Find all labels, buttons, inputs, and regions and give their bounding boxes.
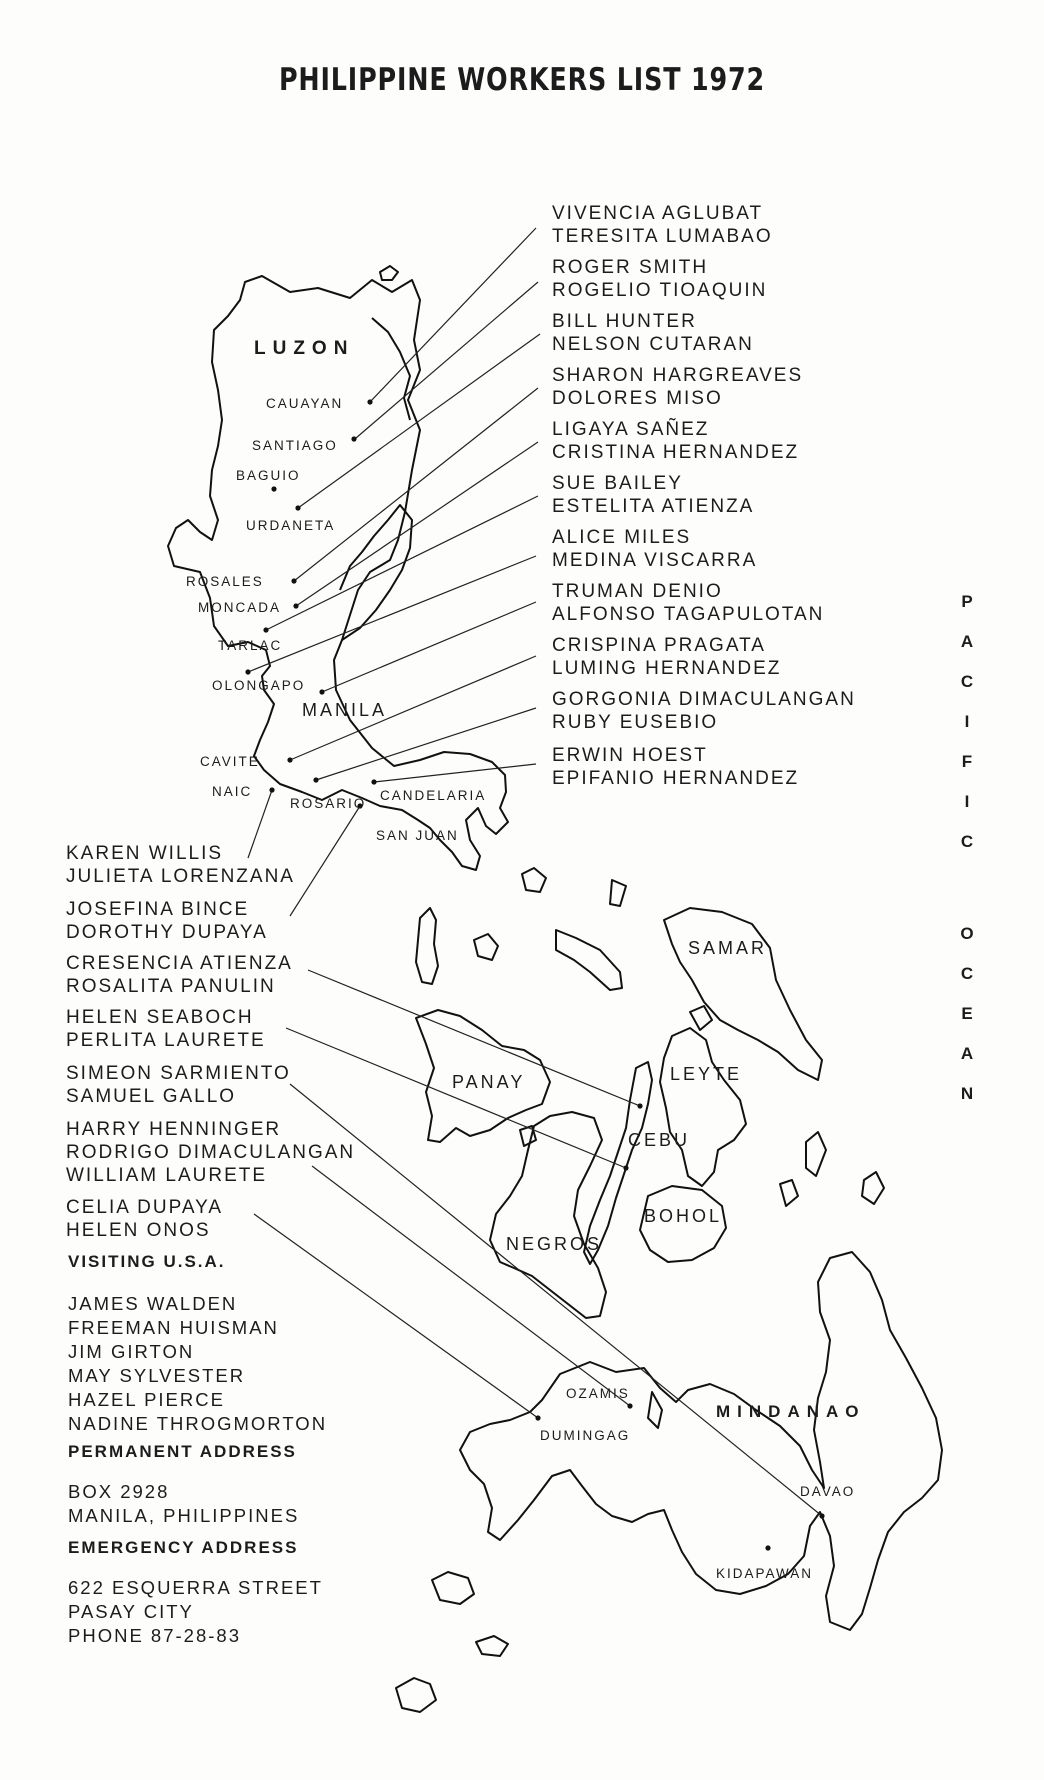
place-label-rosario: ROSARIO — [290, 796, 367, 811]
worker-name: ROGELIO TIOAQUIN — [552, 280, 768, 301]
visiting-name: JIM GIRTON — [68, 1341, 195, 1362]
address-line: PASAY CITY — [68, 1601, 194, 1622]
dot-tarlac — [263, 627, 268, 632]
mindoro-outline — [416, 908, 438, 984]
name-group-cavite — [552, 634, 892, 680]
worker-name: TERESITA LUMABAO — [552, 226, 773, 247]
name-group-candelaria — [552, 744, 892, 790]
worker-name: DOLORES MISO — [552, 388, 723, 409]
worker-name: MEDINA VISCARRA — [552, 550, 758, 571]
place-label-cavite: CAVITE — [200, 754, 260, 769]
name-group-naic — [66, 842, 366, 888]
worker-name: JULIETA LORENZANA — [66, 866, 295, 887]
name-group-santiago — [552, 256, 892, 302]
place-label-cauayan: CAUAYAN — [266, 396, 344, 411]
ocean-letter: P — [961, 592, 973, 611]
dot-cebu-1 — [637, 1103, 642, 1108]
place-label-kidapawan: KIDAPAWAN — [716, 1566, 814, 1581]
worker-name: GORGONIA DIMACULANGAN — [552, 689, 856, 710]
worker-name: DOROTHY DUPAYA — [66, 922, 268, 943]
leyte-outline — [660, 1028, 746, 1186]
dot-candelaria — [371, 779, 376, 784]
ocean-letter: C — [960, 964, 974, 983]
map-title: PHILIPPINE WORKERS LIST 1972 — [278, 62, 766, 98]
place-label-moncada: MONCADA — [198, 600, 282, 615]
worker-name: ROGER SMITH — [552, 257, 709, 278]
ocean-letter: C — [960, 672, 974, 691]
ocean-letter: N — [960, 1084, 974, 1103]
place-label-candelaria: CANDELARIA — [380, 788, 487, 803]
worker-name: ALICE MILES — [552, 527, 692, 548]
worker-name: KAREN WILLIS — [66, 843, 224, 864]
samar-outline — [664, 908, 822, 1080]
leader-olongapo — [248, 556, 536, 672]
dot-manila — [319, 689, 324, 694]
luzon-inner-coast-2 — [372, 318, 410, 420]
place-label-manila: MANILA — [302, 700, 388, 720]
worker-name: PERLITA LAURETE — [66, 1030, 266, 1051]
place-label-dumingag: DUMINGAG — [540, 1428, 631, 1443]
worker-name: JOSEFINA BINCE — [66, 899, 250, 920]
dot-ozamis — [627, 1403, 632, 1408]
ocean-letter: I — [964, 712, 970, 731]
ocean-letter: C — [960, 832, 974, 851]
name-group-cebu-2 — [66, 1006, 366, 1052]
worker-name: SAMUEL GALLO — [66, 1086, 237, 1107]
visiting-name: FREEMAN HUISMAN — [68, 1317, 279, 1338]
dot-olongapo — [245, 669, 250, 674]
worker-name: RUBY EUSEBIO — [552, 712, 719, 733]
name-group-urdaneta — [552, 310, 892, 356]
name-group-manila — [552, 580, 892, 626]
dot-kidapawan — [765, 1545, 770, 1550]
region-label-panay: PANAY — [452, 1072, 526, 1092]
leader-candelaria — [374, 764, 536, 782]
visiting-list — [68, 1292, 327, 1436]
visiting-heading: VISITING U.S.A. — [68, 1252, 226, 1271]
region-label-negros: NEGROS — [506, 1234, 603, 1254]
region-label-bohol: BOHOL — [644, 1206, 723, 1226]
ocean-letter: O — [960, 924, 974, 943]
place-label-urdaneta: URDANETA — [246, 518, 336, 533]
ocean-letter: A — [960, 632, 974, 651]
worker-name: LUMING HERNANDEZ — [552, 658, 782, 679]
permanent-address-heading: PERMANENT ADDRESS — [68, 1442, 297, 1461]
dot-cauayan — [367, 399, 372, 404]
emergency-address — [68, 1576, 323, 1648]
address-line: BOX 2928 — [68, 1481, 170, 1502]
place-label-baguio: BAGUIO — [236, 468, 301, 483]
visiting-name: NADINE THROGMORTON — [68, 1413, 328, 1434]
place-label-rosales: ROSALES — [186, 574, 264, 589]
worker-name: ESTELITA ATIENZA — [552, 496, 755, 517]
island-jolo — [476, 1636, 508, 1656]
ocean-letter: F — [961, 752, 973, 771]
island-north — [380, 266, 398, 280]
island-burias — [610, 880, 626, 906]
region-label-cebu: CEBU — [628, 1130, 691, 1150]
ocean-label — [955, 582, 979, 1114]
address-line: PHONE 87-28-83 — [68, 1625, 241, 1646]
region-label-mindanao: MINDANAO — [716, 1402, 866, 1421]
worker-name: NELSON CUTARAN — [552, 334, 754, 355]
address-line: 622 ESQUERRA STREET — [68, 1577, 323, 1598]
ocean-letter: I — [964, 792, 970, 811]
region-label-samar: SAMAR — [688, 938, 768, 958]
island-small-2 — [780, 1180, 798, 1206]
dot-rosales — [291, 578, 296, 583]
name-group-dumingag — [66, 1196, 366, 1242]
name-group-cebu-1 — [66, 952, 366, 998]
worker-name: HARRY HENNINGER — [66, 1119, 282, 1140]
worker-name: WILLIAM LAURETE — [66, 1165, 268, 1186]
name-group-cauayan — [552, 202, 892, 248]
permanent-address — [68, 1480, 299, 1528]
place-label-santiago: SANTIAGO — [252, 438, 338, 453]
place-label-davao: DAVAO — [800, 1484, 856, 1499]
dot-naic — [269, 787, 274, 792]
worker-name: CRISTINA HERNANDEZ — [552, 442, 800, 463]
place-label-tarlac: TARLAC — [218, 638, 283, 653]
negros-outline — [490, 1112, 606, 1318]
dot-urdaneta — [295, 505, 300, 510]
mindanao-outline — [460, 1252, 942, 1630]
place-label-olongapo: OLONGAPO — [212, 678, 306, 693]
dot-davao — [819, 1513, 824, 1518]
name-group-davao — [66, 1062, 366, 1108]
island-siargao — [862, 1172, 884, 1204]
ocean-letter: E — [961, 1004, 973, 1023]
address-line: MANILA, PHILIPPINES — [68, 1505, 300, 1526]
luzon-outline — [168, 276, 508, 870]
worker-name: CELIA DUPAYA — [66, 1197, 224, 1218]
leader-manila — [322, 602, 536, 692]
leader-davao — [290, 1084, 822, 1516]
worker-name: SHARON HARGREAVES — [552, 365, 804, 386]
worker-name: CRISPINA PRAGATA — [552, 635, 766, 656]
worker-name: LIGAYA SAÑEZ — [552, 419, 710, 440]
region-label-leyte: LEYTE — [670, 1064, 743, 1084]
worker-name: BILL HUNTER — [552, 311, 697, 332]
leader-santiago — [356, 282, 538, 438]
dot-cavite — [287, 757, 292, 762]
dot-baguio — [271, 486, 276, 491]
island-dinagat — [806, 1132, 826, 1176]
worker-name: EPIFANIO HERNANDEZ — [552, 768, 800, 789]
dot-moncada — [293, 603, 298, 608]
visiting-name: MAY SYLVESTER — [68, 1365, 246, 1386]
worker-name: HELEN SEABOCH — [66, 1007, 254, 1028]
visiting-name: JAMES WALDEN — [68, 1293, 238, 1314]
visiting-name: HAZEL PIERCE — [68, 1389, 225, 1410]
dot-rosario — [313, 777, 318, 782]
place-label-naic: NAIC — [212, 784, 253, 799]
name-group-ozamis — [66, 1118, 366, 1187]
worker-name: SUE BAILEY — [552, 473, 683, 494]
worker-name: ALFONSO TAGAPULOTAN — [552, 604, 825, 625]
island-marinduque — [522, 868, 546, 892]
mindanao-bay — [648, 1392, 662, 1428]
leader-cauayan — [370, 228, 536, 402]
emergency-address-heading: EMERGENCY ADDRESS — [68, 1538, 299, 1557]
dot-cebu-2 — [623, 1165, 628, 1170]
ocean-letter: A — [960, 1044, 974, 1063]
worker-name: RODRIGO DIMACULANGAN — [66, 1142, 356, 1163]
island-tawi — [396, 1678, 436, 1712]
worker-name: ERWIN HOEST — [552, 745, 708, 766]
island-biliran — [690, 1006, 712, 1030]
name-group-rosales — [552, 364, 892, 410]
name-group-tarlac — [552, 472, 892, 518]
name-group-rosario — [552, 688, 892, 734]
ocean-gap — [955, 862, 979, 914]
worker-name: VIVENCIA AGLUBAT — [552, 203, 764, 224]
worker-name: TRUMAN DENIO — [552, 581, 723, 602]
name-group-olongapo — [552, 526, 892, 572]
dot-santiago — [351, 436, 356, 441]
island-basilan — [432, 1572, 474, 1604]
place-label-ozamis: OZAMIS — [566, 1386, 630, 1401]
name-group-san-juan — [66, 898, 366, 944]
island-masbate — [556, 930, 622, 990]
worker-name: SIMEON SARMIENTO — [66, 1063, 291, 1084]
region-label-luzon: LUZON — [254, 338, 355, 359]
worker-name: CRESENCIA ATIENZA — [66, 953, 293, 974]
worker-name: ROSALITA PANULIN — [66, 976, 276, 997]
island-small-1 — [474, 934, 498, 960]
place-label-san-juan: SAN JUAN — [376, 828, 459, 843]
worker-name: HELEN ONOS — [66, 1220, 211, 1241]
name-group-moncada — [552, 418, 892, 464]
dot-dumingag — [535, 1415, 540, 1420]
